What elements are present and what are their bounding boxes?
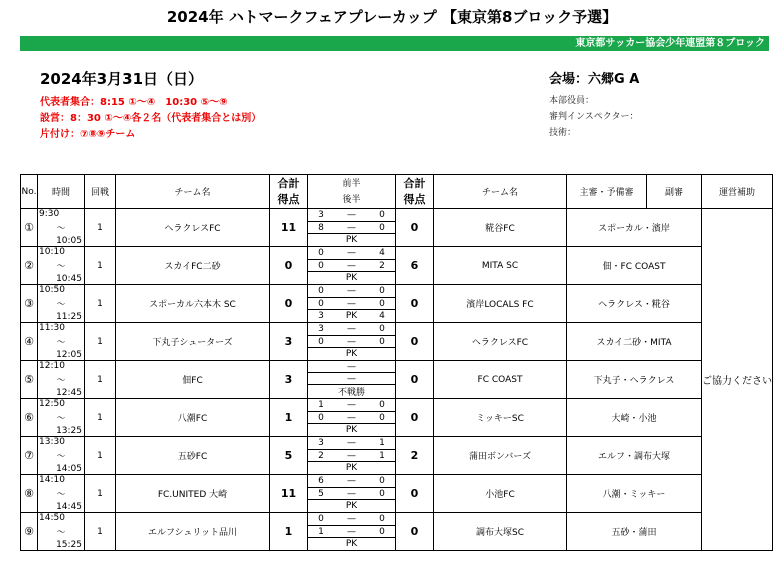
time-tilde: 〜 (56, 376, 66, 386)
first-half-home: 3 (318, 437, 324, 448)
first-half-home: 3 (318, 323, 324, 334)
staff-inspector: 審判インスペクター： (549, 112, 639, 122)
end-time: 13:25 (56, 426, 82, 436)
away-team: 濱岸LOCALS FC (434, 285, 567, 323)
home-total-score: 11 (270, 475, 308, 513)
first-half-away: 1 (379, 437, 385, 448)
match-round: 1 (85, 247, 116, 285)
first-half-home: 3 (318, 209, 324, 220)
away-team: MITA SC (434, 247, 567, 285)
match-time (38, 399, 85, 437)
header-team-away: チーム名 (434, 175, 567, 209)
home-total-score: 1 (270, 399, 308, 437)
time-tilde: 〜 (56, 528, 66, 538)
first-half-away: 0 (379, 209, 385, 220)
end-time: 12:45 (56, 388, 82, 398)
first-half-home: 0 (318, 513, 324, 524)
away-team: 小池FC (434, 475, 567, 513)
referees: 大崎・小池 (567, 399, 702, 437)
start-time: 13:30 (39, 437, 65, 447)
referees: スカイ二砂・MITA (567, 323, 702, 361)
start-time: 12:10 (39, 361, 65, 371)
header-total-home: 合計 得点 (270, 175, 308, 209)
half-scores: 0 — 0 0 — 0 3 PK 4 (308, 285, 396, 323)
header-row (21, 175, 773, 209)
second-half-away: 0 (379, 222, 385, 233)
half-scores: 1 — 0 0 — 0 PK (308, 399, 396, 437)
half-scores: 3 — 1 2 — 1 PK (308, 437, 396, 475)
home-team: 五砂FC (116, 437, 270, 475)
match-row (21, 209, 773, 247)
match-round: 1 (85, 285, 116, 323)
match-time (38, 513, 85, 551)
match-row (21, 437, 773, 475)
referees: 八潮・ミッキー (567, 475, 702, 513)
pk-label: PK (345, 539, 358, 550)
time-tilde: 〜 (56, 414, 66, 424)
home-team: FC.UNITED 大崎 (116, 475, 270, 513)
time-tilde: 〜 (56, 300, 66, 310)
match-date: 2024年3月31日（日） (40, 70, 204, 88)
referees: 下丸子・ヘラクレス (567, 361, 702, 399)
away-total-score: 0 (396, 361, 434, 399)
second-half-home: 0 (318, 336, 324, 347)
away-total-score: 0 (396, 475, 434, 513)
end-time: 10:05 (56, 236, 82, 246)
first-half-away: 0 (379, 513, 385, 524)
second-half-away: 0 (379, 526, 385, 537)
match-time (38, 475, 85, 513)
schedule-table (20, 174, 773, 551)
match-time (38, 437, 85, 475)
first-half-away: 0 (379, 285, 385, 296)
match-row (21, 247, 773, 285)
pk-label: PK (345, 463, 358, 474)
match-round: 1 (85, 513, 116, 551)
away-team: 蒲田ボンバーズ (434, 437, 567, 475)
away-total-score: 2 (396, 437, 434, 475)
second-half-home: 8 (318, 222, 324, 233)
home-team: 下丸子シューターズ (116, 323, 270, 361)
match-row (21, 513, 773, 551)
pk-label: PK (345, 501, 358, 512)
time-tilde: 〜 (56, 224, 66, 234)
staff-headquarters: 本部役員： (549, 96, 595, 106)
referees: エルフ・調布大塚 (567, 437, 702, 475)
home-total-score: 11 (270, 209, 308, 247)
away-total-score: 6 (396, 247, 434, 285)
half-scores: 3 — 0 8 — 0 PK (308, 209, 396, 247)
match-row (21, 361, 773, 399)
match-number: ② (21, 247, 38, 285)
first-half-away: 4 (379, 247, 385, 258)
match-round: 1 (85, 437, 116, 475)
away-total-score: 0 (396, 285, 434, 323)
header-referee: 主審・予備審 (567, 175, 647, 209)
start-time: 12:50 (39, 399, 65, 409)
match-round: 1 (85, 361, 116, 399)
end-time: 11:25 (56, 312, 82, 322)
time-tilde: 〜 (56, 262, 66, 272)
header-team-home: チーム名 (116, 175, 270, 209)
match-time (38, 209, 85, 247)
home-team: ヘラクレスFC (116, 209, 270, 247)
referees: 佃・FC COAST (567, 247, 702, 285)
match-time (38, 361, 85, 399)
match-number: ⑤ (21, 361, 38, 399)
header-no: No. (21, 175, 38, 209)
half-scores: 0 — 0 1 — 0 PK (308, 513, 396, 551)
first-half-away: 0 (379, 323, 385, 334)
note-cleanup: 片付け：⑦⑧⑨チーム (40, 129, 136, 140)
header-assistant: 副審 (647, 175, 702, 209)
half-scores: 3 — 0 0 — 0 PK (308, 323, 396, 361)
start-time: 10:50 (39, 285, 65, 295)
first-half-home: 1 (318, 399, 324, 410)
match-row (21, 475, 773, 513)
header-support: 運営補助 (702, 175, 773, 209)
half-scores: — — 不戦勝 (308, 361, 396, 399)
organizer-name: 東京都サッカー協会少年連盟第８ブロック (575, 38, 765, 49)
time-tilde: 〜 (56, 338, 66, 348)
end-time: 10:45 (56, 274, 82, 284)
match-row (21, 323, 773, 361)
first-half-away: 0 (379, 399, 385, 410)
note-setup: 設営：8：30 ①〜④各２名（代表者集合とは別） (40, 113, 262, 124)
second-half-home: 0 (318, 412, 324, 423)
pk-home: 3 (318, 311, 324, 322)
first-half-home: 0 (318, 247, 324, 258)
first-half-away: 0 (379, 475, 385, 486)
home-team: エルフシュリット品川 (116, 513, 270, 551)
start-time: 9:30 (39, 209, 60, 219)
second-half-home: 5 (318, 488, 324, 499)
away-team: 糀谷FC (434, 209, 567, 247)
second-half-away: 2 (379, 260, 385, 271)
referees: ヘラクレス・糀谷 (567, 285, 702, 323)
header-halves: 前半 後半 (308, 175, 396, 209)
end-time: 12:05 (56, 350, 82, 360)
match-round: 1 (85, 209, 116, 247)
home-total-score: 3 (270, 361, 308, 399)
second-half-away: 0 (379, 298, 385, 309)
first-half-home: 6 (318, 475, 324, 486)
start-time: 14:50 (39, 513, 65, 523)
match-round: 1 (85, 399, 116, 437)
pk-label: PK (345, 349, 358, 360)
second-half-home: 0 (318, 260, 324, 271)
away-team: ミッキーSC (434, 399, 567, 437)
home-total-score: 1 (270, 513, 308, 551)
match-time (38, 323, 85, 361)
start-time: 10:10 (39, 247, 65, 257)
match-number: ⑧ (21, 475, 38, 513)
match-number: ⑨ (21, 513, 38, 551)
half-scores: 0 — 4 0 — 2 PK (308, 247, 396, 285)
pk-label: 不戦勝 (337, 388, 365, 398)
second-half-home: 0 (318, 298, 324, 309)
second-half-away: 0 (379, 488, 385, 499)
match-number: ④ (21, 323, 38, 361)
header-time: 時間 (38, 175, 85, 209)
home-team: スポーカル六本木 SC (116, 285, 270, 323)
staff-technical: 技術： (549, 128, 577, 138)
match-row (21, 285, 773, 323)
start-time: 14:10 (39, 475, 65, 485)
half-scores: 6 — 0 5 — 0 PK (308, 475, 396, 513)
second-half-away: 0 (379, 336, 385, 347)
second-half-away: 1 (379, 450, 385, 461)
start-time: 11:30 (39, 323, 65, 333)
page-title: 2024年 ハトマークフェアプレーカップ 【東京第8ブロック予選】 (166, 8, 618, 26)
home-total-score: 0 (270, 285, 308, 323)
end-time: 14:05 (56, 464, 82, 474)
end-time: 14:45 (56, 502, 82, 512)
home-total-score: 3 (270, 323, 308, 361)
pk-label: PK (345, 273, 358, 284)
home-total-score: 0 (270, 247, 308, 285)
organizer-bar (20, 36, 769, 51)
pk-label: PK (345, 311, 358, 322)
pk-away: 4 (379, 311, 385, 322)
second-half-away: 0 (379, 412, 385, 423)
match-time (38, 247, 85, 285)
referees: スポーカル・濱岸 (567, 209, 702, 247)
away-team: 調布大塚SC (434, 513, 567, 551)
match-time (38, 285, 85, 323)
home-team: 佃FC (116, 361, 270, 399)
second-half-home: 2 (318, 450, 324, 461)
header-round: 回戦 (85, 175, 116, 209)
venue: 会場：六郷G A (549, 72, 640, 87)
time-tilde: 〜 (56, 490, 66, 500)
header-total-away: 合計 得点 (396, 175, 434, 209)
pk-label: PK (345, 235, 358, 246)
away-total-score: 0 (396, 399, 434, 437)
away-total-score: 0 (396, 323, 434, 361)
away-team: FC COAST (434, 361, 567, 399)
end-time: 15:25 (56, 540, 82, 550)
home-team: 八潮FC (116, 399, 270, 437)
home-team: スカイFC二砂 (116, 247, 270, 285)
match-row (21, 399, 773, 437)
second-half-home: 1 (318, 526, 324, 537)
home-total-score: 5 (270, 437, 308, 475)
match-round: 1 (85, 323, 116, 361)
pk-label: PK (345, 425, 358, 436)
match-round: 1 (85, 475, 116, 513)
away-total-score: 0 (396, 209, 434, 247)
first-half-home: 0 (318, 285, 324, 296)
match-number: ⑥ (21, 399, 38, 437)
note-meeting: 代表者集合：8:15 ①〜④ 10:30 ⑤〜⑨ (40, 97, 228, 108)
away-team: ヘラクレスFC (434, 323, 567, 361)
match-number: ⑦ (21, 437, 38, 475)
support-note: ご協力ください (702, 209, 773, 551)
time-tilde: 〜 (56, 452, 66, 462)
away-total-score: 0 (396, 513, 434, 551)
match-number: ① (21, 209, 38, 247)
referees: 五砂・蒲田 (567, 513, 702, 551)
match-number: ③ (21, 285, 38, 323)
